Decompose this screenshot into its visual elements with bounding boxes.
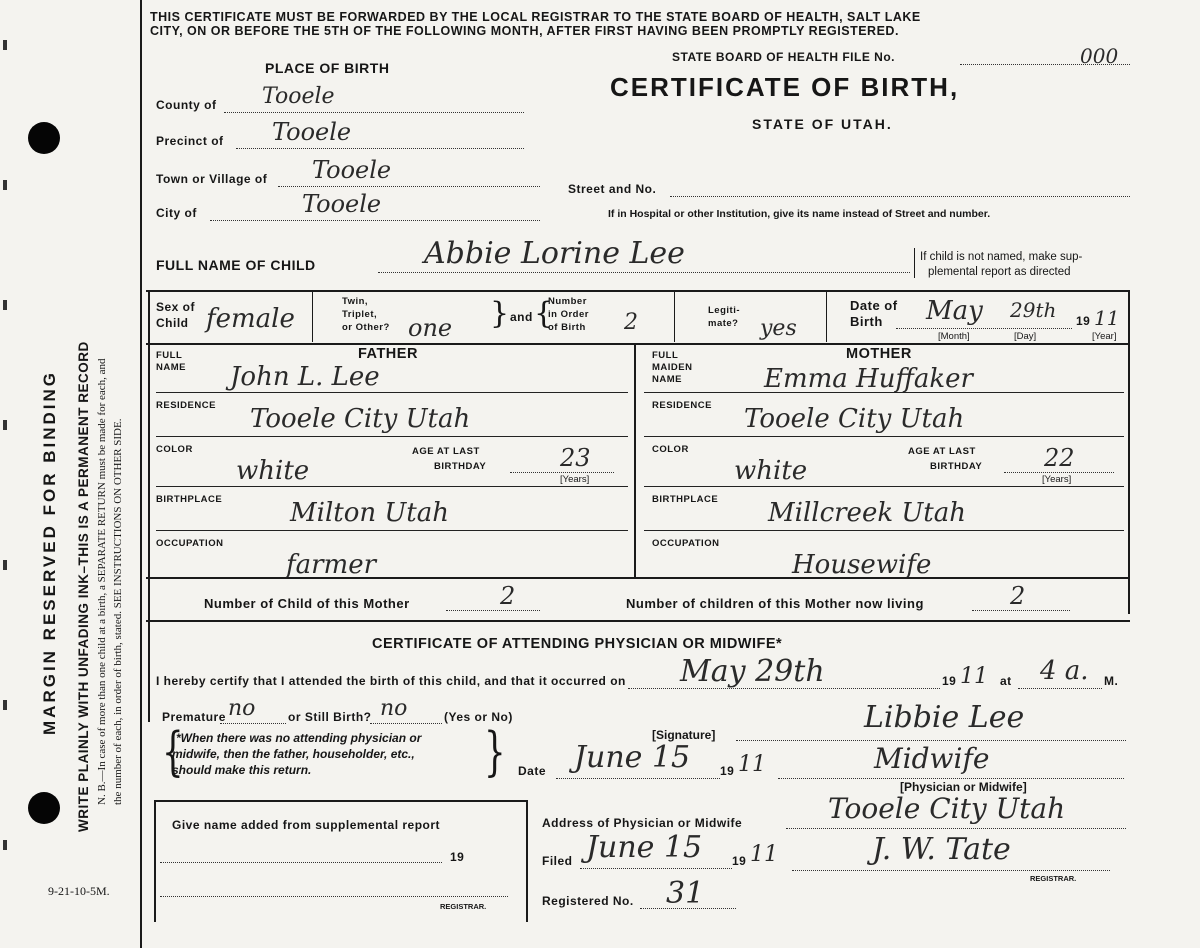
twin-label-3: or Other? — [342, 322, 390, 333]
physician-heading: CERTIFICATE OF ATTENDING PHYSICIAN OR MIDWIFE* — [372, 636, 783, 652]
twin-value: one — [408, 314, 453, 342]
date-year-value: 11 — [738, 752, 766, 777]
role-label: [Physician or Midwife] — [900, 780, 1027, 794]
city-value: Tooele — [302, 190, 382, 218]
brace-icon: } — [490, 296, 510, 331]
certificate-title: CERTIFICATE OF BIRTH, — [610, 72, 960, 102]
father-occupation-value: farmer — [286, 550, 377, 580]
father-residence-line — [156, 436, 628, 437]
yes-no-label: (Yes or No) — [444, 710, 513, 724]
dob-year-prefix: 19 — [1076, 314, 1091, 328]
binding-mark — [3, 300, 7, 310]
table-left-border — [148, 290, 150, 722]
father-name-line — [156, 392, 628, 393]
hospital-note: If in Hospital or other Institution, give its name instead of Street and number. — [608, 208, 991, 220]
town-value: Tooele — [312, 156, 392, 184]
punch-hole — [28, 122, 60, 154]
father-age-label-2: BIRTHDAY — [434, 461, 487, 472]
legit-label-1: Legiti- — [708, 305, 740, 316]
dob-day: 29th — [1010, 298, 1057, 322]
date-label: Date — [518, 764, 547, 778]
supplemental-box-right — [526, 800, 528, 922]
mother-heading: MOTHER — [846, 346, 912, 362]
dob-month: May — [926, 296, 983, 326]
town-line — [278, 186, 540, 187]
binding-mark — [3, 700, 7, 710]
mother-full-label-1: FULL — [652, 350, 679, 361]
table-right-border — [1128, 290, 1130, 614]
role-value: Midwife — [874, 742, 990, 775]
dob-line — [896, 328, 1072, 329]
certify-text: I hereby certify that I attended the birth of this child, and that it occurred on — [156, 674, 626, 688]
filed-year-value: 11 — [750, 842, 778, 867]
children-living-label: Number of children of this Mother now living — [626, 596, 924, 611]
dob-label-1: Date of — [850, 298, 898, 313]
filed-year-prefix: 19 — [732, 854, 747, 868]
registrar-label: REGISTRAR. — [1030, 874, 1077, 883]
mother-color-value: white — [734, 456, 808, 486]
street-label: Street and No. — [568, 182, 657, 196]
child-number-line — [446, 610, 540, 611]
mother-name-value: Emma Huffaker — [764, 364, 973, 394]
father-color-label: COLOR — [156, 444, 193, 455]
father-name-value: John L. Lee — [230, 362, 380, 392]
place-of-birth-heading: PLACE OF BIRTH — [265, 60, 390, 76]
row-divider — [146, 343, 1130, 345]
father-years-label: [Years] — [560, 474, 590, 485]
mother-years-label: [Years] — [1042, 474, 1072, 485]
father-full-label-2: NAME — [156, 362, 186, 373]
footnote-line-2: midwife, then the father, householder, etc., — [172, 747, 415, 761]
supplemental-year-prefix: 19 — [450, 850, 465, 864]
footnote-brace-icon: } — [484, 721, 506, 784]
sex-value: female — [206, 304, 295, 334]
children-living-value: 2 — [1010, 582, 1026, 610]
certificate-subtitle: STATE OF UTAH. — [752, 116, 893, 132]
order-label-3: of Birth — [548, 322, 586, 333]
supplemental-registrar-line — [160, 896, 508, 897]
child-name-label: FULL NAME OF CHILD — [156, 257, 316, 273]
child-name-divider — [914, 248, 915, 278]
children-living-line — [972, 610, 1070, 611]
mother-color-line — [644, 486, 1124, 487]
margin-binding-text: MARGIN RESERVED FOR BINDING — [40, 370, 59, 735]
and-label: and — [510, 310, 533, 324]
occurred-year-prefix: 19 — [942, 674, 957, 688]
twin-label-1: Twin, — [342, 296, 369, 307]
father-birthplace-line — [156, 530, 628, 531]
street-line — [670, 196, 1130, 197]
registered-value: 31 — [666, 876, 705, 911]
month-label: [Month] — [938, 331, 970, 342]
mother-occupation-label: OCCUPATION — [652, 538, 720, 549]
day-label: [Day] — [1014, 331, 1037, 342]
time-line — [1018, 688, 1102, 689]
date-year-prefix: 19 — [720, 764, 735, 778]
father-color-value: white — [236, 456, 310, 486]
registrar-signature: J. W. Tate — [872, 832, 1011, 867]
father-color-line — [156, 486, 628, 487]
sex-divider — [312, 290, 313, 342]
signature-label: [Signature] — [652, 728, 716, 742]
mother-name-line — [644, 392, 1124, 393]
child-number-label: Number of Child of this Mother — [204, 596, 410, 611]
father-full-label-1: FULL — [156, 350, 183, 361]
address-label: Address of Physician or Midwife — [542, 816, 743, 830]
legit-value: yes — [760, 316, 797, 341]
margin-note-line2: the number of each, in order of birth, stated. SEE INSTRUCTIONS ON OTHER SIDE. — [112, 418, 124, 805]
town-label: Town or Village of — [156, 172, 268, 186]
premature-value: no — [228, 696, 256, 721]
header-instruction-2: CITY, ON OR BEFORE THE 5TH OF THE FOLLOWING MONTH, AFTER FIRST HAVING BEEN PROMPTLY REGISTERED. — [150, 24, 899, 38]
mother-residence-value: Tooele City Utah — [744, 404, 965, 434]
mother-birthplace-value: Millcreek Utah — [768, 498, 966, 528]
mother-age-value: 22 — [1044, 444, 1075, 472]
signature-value: Libbie Lee — [864, 700, 1025, 735]
mother-full-label-3: NAME — [652, 374, 682, 385]
binding-mark — [3, 180, 7, 190]
time-value: 4 a. — [1040, 656, 1089, 686]
precinct-label: Precinct of — [156, 134, 224, 148]
twin-label-2: Triplet, — [342, 309, 378, 320]
footnote-brace-icon: { — [162, 721, 184, 784]
supplemental-box-top — [154, 800, 528, 802]
binding-mark — [3, 560, 7, 570]
legit-divider — [826, 290, 827, 342]
date-line — [556, 778, 720, 779]
mother-age-label-1: AGE AT LAST — [908, 446, 976, 457]
still-birth-label: or Still Birth? — [288, 710, 372, 724]
father-age-line — [510, 472, 614, 473]
father-birthplace-label: BIRTHPLACE — [156, 494, 223, 505]
mother-full-label-2: MAIDEN — [652, 362, 693, 373]
county-label: County of — [156, 98, 217, 112]
mother-occupation-value: Housewife — [792, 550, 932, 580]
supplemental-name-line — [160, 862, 442, 863]
father-age-value: 23 — [560, 444, 591, 472]
margin-note-line1: N. B.—In case of more than one child at a birth, a SEPARATE RETURN must be made for each, and — [96, 358, 108, 805]
address-line — [786, 828, 1126, 829]
mother-residence-label: RESIDENCE — [652, 400, 712, 411]
father-age-label-1: AGE AT LAST — [412, 446, 480, 457]
parents-divider — [634, 343, 636, 577]
mother-birthplace-line — [644, 530, 1124, 531]
mother-age-label-2: BIRTHDAY — [930, 461, 983, 472]
at-label: at — [1000, 674, 1012, 688]
margin-ink-text: WRITE PLAINLY WITH UNFADING INK–THIS IS A PERMANENT RECORD — [76, 341, 91, 832]
mother-residence-line — [644, 436, 1124, 437]
footnote-line-1: *When there was no attending physician or — [176, 731, 422, 745]
mother-birthplace-label: BIRTHPLACE — [652, 494, 719, 505]
filed-value: June 15 — [586, 830, 703, 865]
punch-hole — [28, 792, 60, 824]
filed-line — [580, 868, 732, 869]
child-number-value: 2 — [500, 582, 516, 610]
father-birthplace-value: Milton Utah — [290, 498, 449, 528]
form-code: 9-21-10-5M. — [48, 884, 110, 898]
order-value: 2 — [624, 310, 638, 335]
supplemental-heading: Give name added from supplemental report — [172, 818, 441, 832]
dob-label-2: Birth — [850, 314, 883, 329]
sex-label-1: Sex of — [156, 300, 196, 314]
registrar-signature-line — [792, 870, 1110, 871]
occurred-year-value: 11 — [960, 664, 988, 689]
sex-label-2: Child — [156, 316, 189, 330]
father-heading: FATHER — [358, 346, 418, 362]
role-line — [778, 778, 1124, 779]
father-residence-label: RESIDENCE — [156, 400, 216, 411]
occurred-date-value: May 29th — [680, 654, 825, 689]
premature-label: Premature — [162, 710, 226, 724]
supplemental-registrar-label: REGISTRAR. — [440, 902, 487, 911]
city-label: City of — [156, 206, 197, 220]
child-name-line — [378, 272, 910, 273]
precinct-line — [236, 148, 524, 149]
brace-icon: { — [534, 296, 554, 331]
year-label: [Year] — [1092, 331, 1117, 342]
county-line — [224, 112, 524, 113]
mother-color-label: COLOR — [652, 444, 689, 455]
precinct-value: Tooele — [272, 118, 352, 146]
binding-mark — [3, 420, 7, 430]
m-label: M. — [1104, 674, 1119, 688]
row-divider — [146, 290, 1130, 292]
footnote-line-3: should make this return. — [172, 763, 312, 777]
premature-line — [220, 723, 286, 724]
order-divider — [674, 290, 675, 342]
header-instruction-1: THIS CERTIFICATE MUST BE FORWARDED BY THE LOCAL REGISTRAR TO THE STATE BOARD OF HEALTH, SALT LAKE — [150, 10, 921, 24]
still-birth-line — [370, 723, 442, 724]
father-occupation-label: OCCUPATION — [156, 538, 224, 549]
row-divider — [146, 577, 1130, 579]
still-birth-value: no — [380, 696, 408, 721]
file-no-value: 000 — [1080, 44, 1119, 68]
unnamed-note-1: If child is not named, make sup- — [920, 251, 1083, 263]
date-value: June 15 — [574, 740, 691, 775]
dob-year-value: 11 — [1094, 306, 1120, 330]
order-label-2: in Order — [548, 309, 589, 320]
row-divider — [146, 620, 1130, 622]
binding-mark — [3, 840, 7, 850]
city-line — [210, 220, 540, 221]
address-value: Tooele City Utah — [828, 792, 1066, 825]
frame-left-border — [140, 0, 142, 948]
mother-age-line — [1004, 472, 1114, 473]
registered-label: Registered No. — [542, 894, 634, 908]
supplemental-box-left — [154, 800, 156, 922]
father-residence-value: Tooele City Utah — [250, 404, 471, 434]
signature-line — [736, 740, 1126, 741]
file-no-label: STATE BOARD OF HEALTH FILE No. — [672, 50, 895, 64]
child-name-value: Abbie Lorine Lee — [424, 236, 685, 271]
order-label-1: Number — [548, 296, 587, 307]
county-value: Tooele — [262, 84, 335, 109]
filed-label: Filed — [542, 854, 573, 868]
binding-mark — [3, 40, 7, 50]
unnamed-note-2: plemental report as directed — [928, 266, 1071, 278]
legit-label-2: mate? — [708, 318, 739, 329]
